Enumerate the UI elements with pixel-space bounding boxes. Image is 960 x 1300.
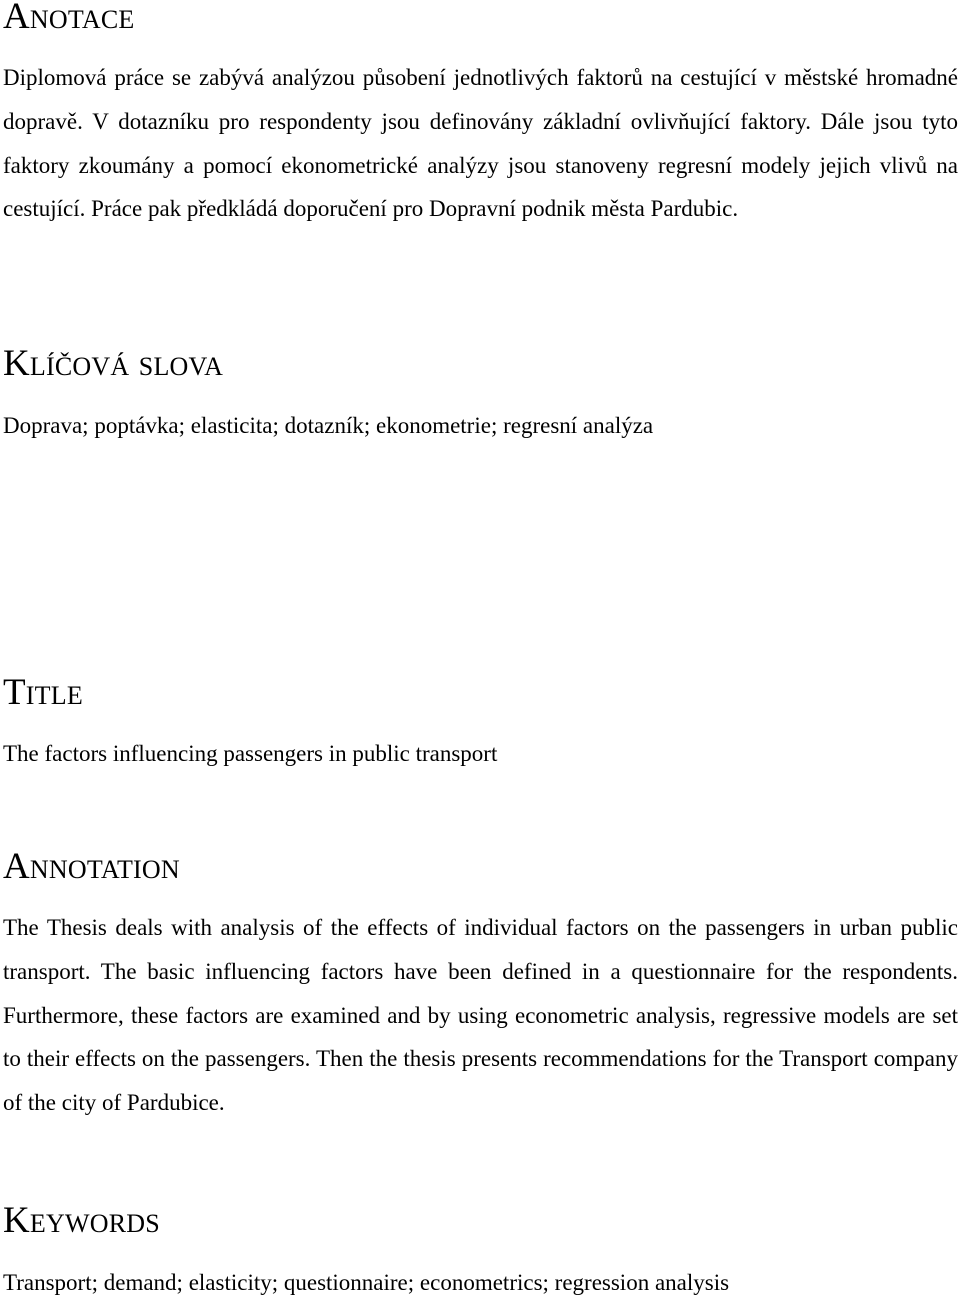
title-text: The factors influencing passengers in public transport	[3, 741, 498, 766]
title-heading: Title	[3, 672, 83, 713]
annotation-paragraph: The Thesis deals with analysis of the effects of individual factors on the passengers in urban public transport. The basic influencing factors have been defined in a questionnaire for the respondents. Furthermore, these factors are examined and by using econometric analysis, regressive models are set to their effects on the passengers. Then the thesis presents recommendations for the Transport company of the city of Pardubice.	[3, 915, 958, 1116]
keywords-heading: Keywords	[3, 1200, 160, 1241]
klicova-slova-heading: Klíčová slova	[3, 343, 224, 384]
document-page	[3, 0, 958, 1300]
annotation-heading: Annotation	[3, 846, 180, 887]
klicova-slova-text: Doprava; poptávka; elasticita; dotazník; ekonometrie; regresní analýza	[3, 413, 654, 438]
anotace-paragraph: Diplomová práce se zabývá analýzou působení jednotlivých faktorů na cestující v městské hromadné dopravě. V dotazníku pro respondenty jsou definovány základní ovlivňující faktory. Dále jsou tyto faktory zkoumány a pomocí ekonometrické analýzy jsou stanoveny regresní modely jejich vlivů na cestující. Práce pak předkládá doporučení pro Dopravní podnik města Pardubic.	[3, 65, 958, 222]
keywords-text: Transport; demand; elasticity; questionnaire; econometrics; regression analysis	[3, 1270, 730, 1295]
anotace-heading: Anotace	[3, 0, 135, 37]
